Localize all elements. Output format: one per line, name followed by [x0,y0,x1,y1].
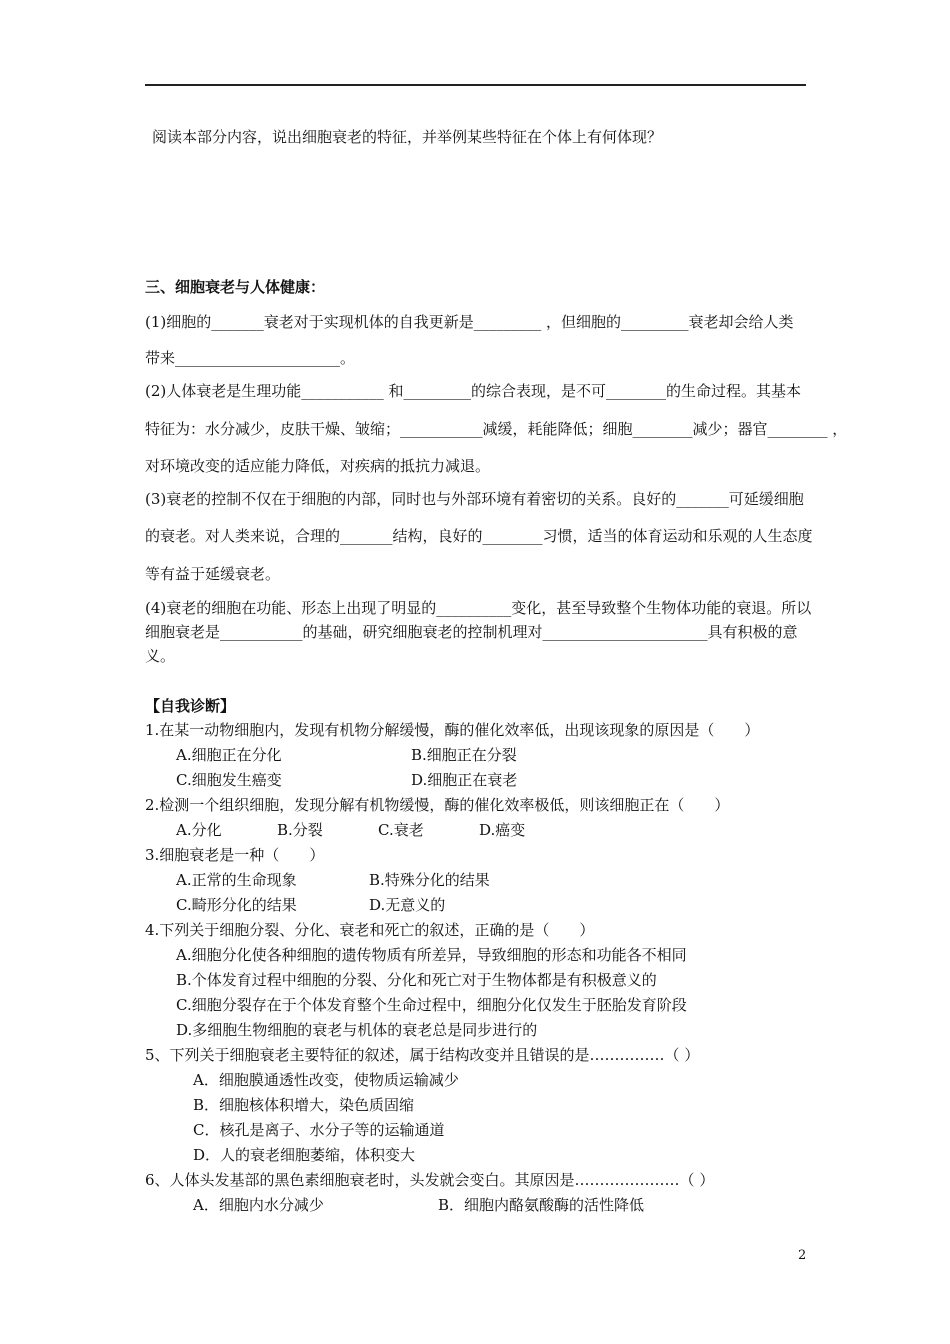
option-b: B.个体发育过程中细胞的分裂、分化和死亡对于生物体都是有积极意义的 [176,971,657,989]
option-c: C.细胞分裂存在于个体发育整个生命过程中，细胞分化仅发生于胚胎发育阶段 [176,996,687,1014]
section3-line: 等有益于延缓衰老。 [145,565,281,583]
option-a: A．细胞内水分减少 [193,1196,324,1214]
question-stem: 2.检测一个组织细胞，发现分解有机物缓慢，酶的催化效率极低，则该细胞正在（ ） [145,796,730,814]
header-rule [145,84,806,86]
question-stem: 4.下列关于细胞分裂、分化、衰老和死亡的叙述，正确的是（ ） [145,921,595,939]
option-b: B.细胞正在分裂 [411,746,517,764]
option-d: D.多细胞生物细胞的衰老与机体的衰老总是同步进行的 [176,1021,538,1039]
option-b: B．细胞内酪氨酸酶的活性降低 [438,1196,645,1214]
section3-line: 的衰老。对人类来说，合理的_______结构，良好的________习惯，适当的体育运动和乐观的人生态度 [145,527,813,545]
option-a: A.正常的生命现象 [176,871,297,889]
section3-line: (4)衰老的细胞在功能、形态上出现了明显的__________变化，甚至导致整个生物体功能的衰退。所以 [145,599,812,617]
section3-line: (3)衰老的控制不仅在于细胞的内部，同时也与外部环境有着密切的关系。良好的_______可延缓细胞 [145,490,804,508]
option-c: C.细胞发生癌变 [176,771,282,789]
option-c: C.衰老 [378,821,424,839]
section3-line: 义。 [145,647,176,665]
option-a: A.细胞分化使各种细胞的遗传物质有所差异，导致细胞的形态和功能各不相同 [176,946,687,964]
option-a: A.细胞正在分化 [176,746,282,764]
option-b: B.分裂 [277,821,323,839]
section3-line: 对环境改变的适应能力降低，对疾病的抵抗力减退。 [145,457,491,475]
question-stem: 6、人体头发基部的黑色素细胞衰老时，头发就会变白。其原因是…………………（ ） [145,1171,715,1189]
intro-question: 阅读本部分内容，说出细胞衰老的特征，并举例某些特征在个体上有何体现？ [152,128,663,146]
option-c: C.畸形分化的结果 [176,896,297,914]
question-stem: 3.细胞衰老是一种（ ） [145,846,325,864]
option-d: D．人的衰老细胞萎缩，体积变大 [193,1146,416,1164]
option-a: A.分化 [176,821,222,839]
option-b: B．细胞核体积增大，染色质固缩 [193,1096,415,1114]
option-d: D.无意义的 [369,896,446,914]
option-b: B.特殊分化的结果 [369,871,490,889]
question-stem: 5、下列关于细胞衰老主要特征的叙述，属于结构改变并且错误的是……………（ ） [145,1046,700,1064]
section3-line: (2)人体衰老是生理功能___________ 和_________的综合表现，是不可________的生命过程。其基本 [145,382,802,400]
option-c: C．核孔是离子、水分子等的运输通道 [193,1121,445,1139]
option-d: D.细胞正在衰老 [411,771,518,789]
question-stem: 1.在某一动物细胞内，发现有机物分解缓慢，酶的催化效率低，出现该现象的原因是（ ） [145,721,760,739]
option-d: D.癌变 [479,821,526,839]
section3-line: 细胞衰老是___________的基础，研究细胞衰老的控制机理对______________________具有积极的意 [145,623,798,641]
option-a: A．细胞膜通透性改变，使物质运输减少 [193,1071,459,1089]
section3-line: (1)细胞的_______衰老对于实现机体的自我更新是_________ ，但细胞的_________衰老却会给人类 [145,313,794,331]
section3-line: 带来______________________。 [145,349,356,367]
section3-line: 特征为：水分减少，皮肤干燥、皱缩；___________减缓，耗能降低；细胞________减少；器官________ ， [145,420,848,438]
page-number: 2 [798,1248,807,1263]
section3-heading: 三、细胞衰老与人体健康： [145,278,326,296]
self-diagnosis-heading: 【自我诊断】 [145,697,236,715]
